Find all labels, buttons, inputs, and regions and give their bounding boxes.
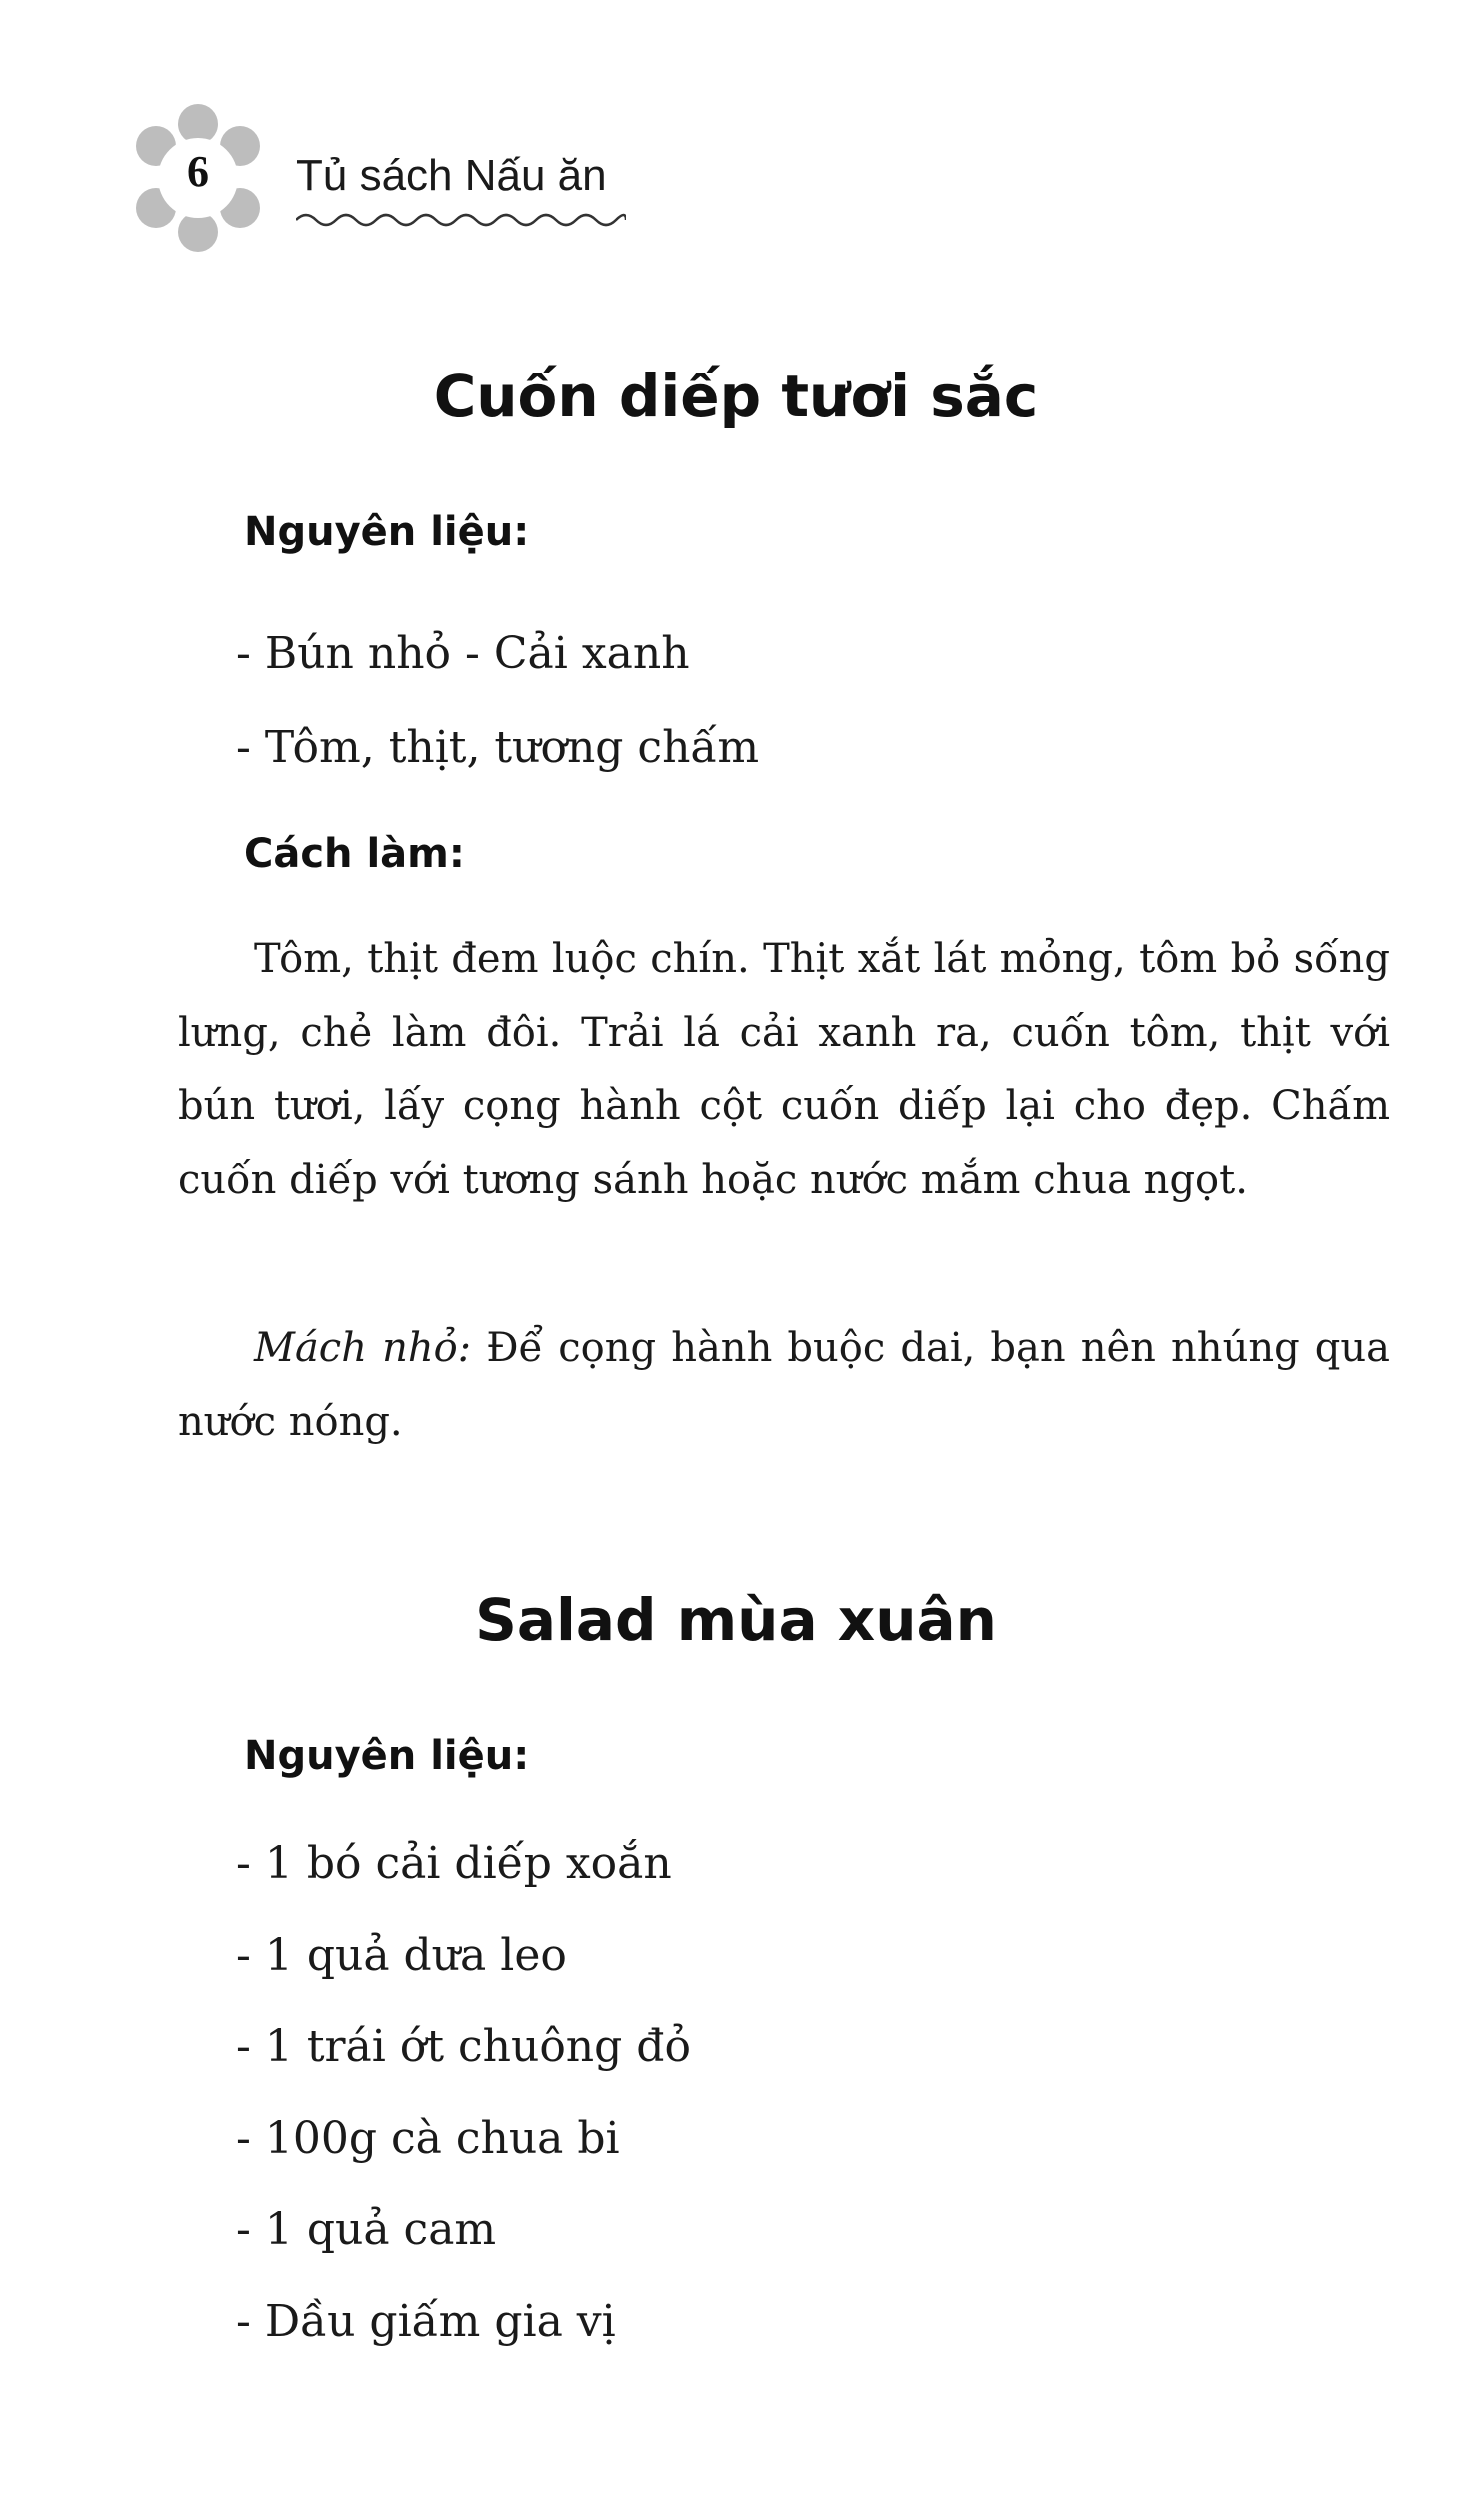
recipe-title: Cuốn diếp tươi sắc — [433, 362, 1039, 430]
list-item: - 1 quả cam — [236, 2204, 497, 2255]
list-item: - Dầu giấm gia vị — [236, 2295, 616, 2347]
ingredient-list — [236, 624, 759, 812]
ingredients-heading: Nguyên liệu: — [244, 509, 530, 555]
ingredients-heading: Nguyên liệu: — [244, 1733, 530, 1779]
tip-paragraph — [178, 1312, 1390, 1459]
recipe-title: Salad mùa xuân — [475, 1586, 997, 1654]
ingredient-list — [236, 1834, 691, 2383]
tip-text: Để cọng hành buộc dai, bạn nên nhúng qua nước nóng. — [178, 1325, 1391, 1445]
list-item: - 1 quả dưa leo — [236, 1929, 567, 1981]
page-header — [128, 104, 648, 264]
list-item: - Tôm, thịt, tương chấm — [236, 722, 760, 773]
list-item: - 1 trái ớt chuông đỏ — [236, 2021, 691, 2072]
method-heading: Cách làm: — [244, 831, 465, 877]
tip-label: Mách nhỏ: — [254, 1325, 472, 1371]
method-paragraph: Tôm, thịt đem luộc chín. Thịt xắt lát mỏng, tôm bỏ sống lưng, chẻ làm đôi. Trải lá cải xanh ra, cuốn tôm, thịt với bún tươi, lấy cọng hành cột cuốn diếp lại cho đẹp. Chấm cuốn diếp với tương sánh hoặc nước mắm chua ngọt. — [178, 936, 1390, 1203]
list-item: - 1 bó cải diếp xoắn — [236, 1838, 672, 1889]
list-item: - Bún nhỏ - Cải xanh — [236, 628, 690, 679]
page-number: 6 — [187, 147, 209, 196]
wave-underline — [296, 208, 626, 232]
list-item: - 100g cà chua bi — [236, 2112, 620, 2164]
series-title: Tủ sách Nấu ăn — [296, 151, 607, 200]
